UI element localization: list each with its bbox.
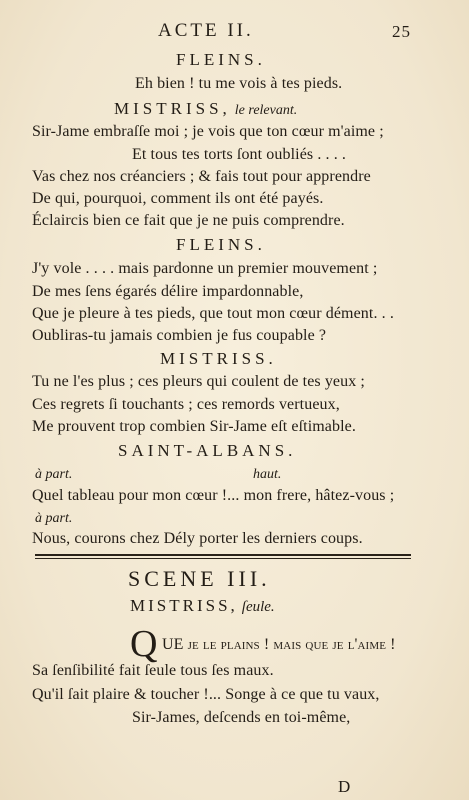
drop-capital: Q [130, 623, 158, 665]
verse-line-first: UE je le plains ! mais que je l'aime ! [162, 636, 396, 653]
speaker-name: MISTRISS, [130, 596, 238, 615]
scene-speaker [130, 596, 275, 616]
verse-line: De qui, pourquoi, comment ils ont été payés. [32, 190, 324, 207]
stage-direction: le relevant. [234, 103, 298, 118]
verse-line: De mes ſens égarés délire impardonnable, [32, 283, 304, 300]
verse-line: Ces regrets ſi touchants ; ces remords vertueux, [32, 396, 340, 413]
verse-line: Me prouvent trop combien Sir-Jame eſt eſtimable. [32, 418, 356, 435]
stage-direction-aside: à part. [35, 511, 73, 526]
stage-direction-aloud: haut. [253, 467, 282, 482]
verse-line: Vas chez nos créanciers ; & fais tout pour apprendre [32, 168, 371, 185]
verse-line: Éclaircis bien ce fait que je ne puis comprendre. [32, 212, 345, 229]
speaker-name: MISTRISS, [114, 99, 231, 118]
verse-line: Que je pleure à tes pieds, que tout mon cœur dément. . . [32, 305, 394, 322]
verse-line: Eh bien ! tu me vois à tes pieds. [135, 75, 343, 92]
verse-line: Tu ne l'es plus ; ces pleurs qui coulent de tes yeux ; [32, 373, 365, 390]
speaker-fleins-1: FLEINS. [176, 50, 266, 69]
verse-line: Qu'il ſait plaire & toucher !... Songe à ce que tu vaux, [32, 686, 380, 703]
stage-direction-aside: à part. [35, 467, 73, 482]
verse-line: Sir-Jame embraſſe moi ; je vois que ton cœur m'aime ; [32, 123, 384, 140]
speaker-mistriss-2: MISTRISS. [160, 349, 277, 368]
verse-line: Sir-James, deſcends en toi-même, [132, 709, 351, 726]
section-divider [35, 554, 411, 559]
speaker-saint-albans: SAINT-ALBANS. [118, 441, 297, 460]
page-number: 25 [392, 22, 411, 41]
verse-line: Quel tableau pour mon cœur !... mon frere, hâtez-vous ; [32, 487, 395, 504]
speaker-fleins-2: FLEINS. [176, 235, 266, 254]
scene-title: SCENE III. [128, 566, 271, 591]
running-title: ACTE II. [158, 20, 254, 41]
signature-mark: D [338, 777, 351, 796]
speaker-mistriss-1 [114, 99, 297, 119]
verse-line: Et tous tes torts ſont oubliés . . . . [132, 146, 347, 163]
verse-line: Sa ſenſibilité fait ſeule tous ſes maux. [32, 662, 274, 679]
stage-direction: ſeule. [241, 599, 275, 615]
verse-line: Nous, courons chez Dély porter les derniers coups. [32, 530, 363, 547]
verse-line: Oubliras-tu jamais combien je fus coupable ? [32, 327, 327, 344]
verse-line: J'y vole . . . . mais pardonne un premier mouvement ; [32, 260, 378, 277]
